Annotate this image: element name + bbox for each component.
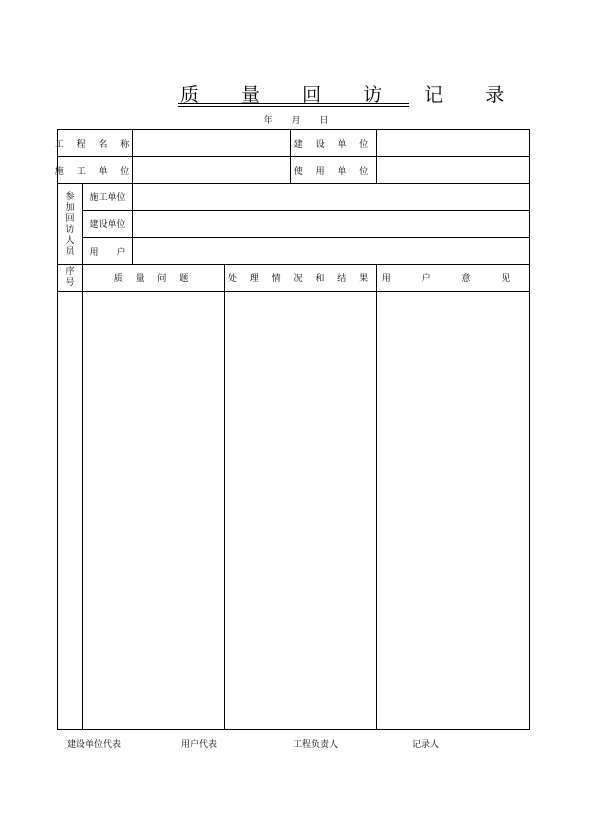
footer-project-lead: 工程负责人	[293, 740, 339, 750]
label-use-unit: 使 用 单 位	[293, 166, 374, 177]
field-visit-build-unit[interactable]	[133, 211, 529, 237]
field-build-unit[interactable]	[377, 129, 529, 157]
user-opinion-area[interactable]	[377, 292, 529, 729]
field-visit-user[interactable]	[133, 238, 529, 264]
label-visit-participants: 参加回访人员	[65, 192, 75, 257]
footer-build-rep: 建设单位代表	[67, 740, 122, 750]
header-seq: 序号	[65, 267, 75, 288]
field-visit-construct-unit[interactable]	[133, 184, 529, 210]
quality-issue-area[interactable]	[83, 292, 224, 729]
field-use-unit[interactable]	[377, 156, 529, 184]
header-user-opinion: 用 户 意 见	[381, 274, 525, 284]
field-project-name[interactable]	[133, 129, 290, 157]
label-visit-user: 用 户	[89, 247, 126, 258]
footer-recorder: 记录人	[412, 740, 440, 750]
label-construct-unit: 施 工 单 位	[54, 166, 135, 177]
label-visit-build-unit: 建设单位	[89, 220, 126, 230]
label-build-unit: 建 设 单 位	[293, 139, 374, 150]
handling-result-area[interactable]	[225, 292, 376, 729]
seq-column-area[interactable]	[58, 292, 82, 729]
title-underline-second	[178, 106, 409, 107]
date-line: 年 月 日	[263, 116, 337, 126]
page-title: 质 量 回 访 记 录	[180, 84, 523, 106]
footer-user-rep: 用户代表	[181, 740, 218, 750]
field-construct-unit[interactable]	[133, 156, 290, 184]
label-project-name: 工 程 名 称	[54, 139, 135, 150]
header-quality-issue: 质 量 问 题	[113, 274, 194, 284]
label-visit-construct-unit: 施工单位	[89, 193, 126, 203]
title-underline	[178, 103, 409, 104]
header-handling-result: 处 理 情 况 和 结 果	[227, 274, 374, 284]
